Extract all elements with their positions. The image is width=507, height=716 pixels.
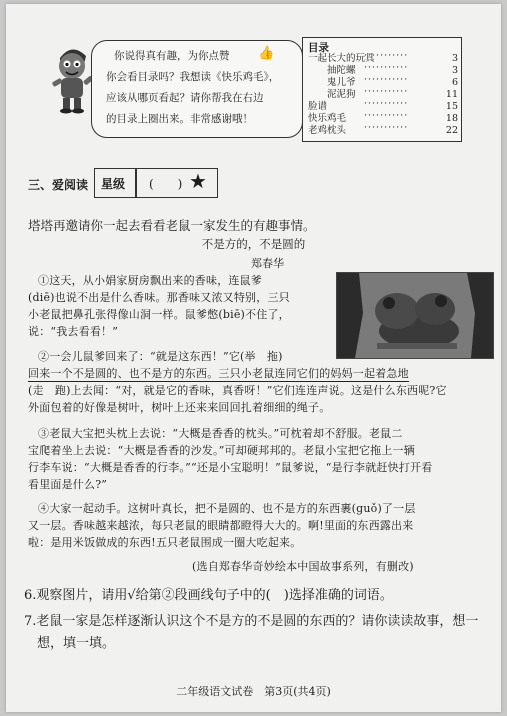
story-line: ①这天，从小娟家厨房飘出来的香味，连鼠爹: [38, 274, 262, 287]
toc-item-page: 15: [445, 101, 458, 112]
question-7-continued: 想，填一填。: [24, 636, 116, 651]
toc-item-page: 3: [451, 53, 458, 64]
exam-page: [6, 4, 501, 712]
story-line: (diē)也说不出是什么香味。那香味又浓又特别，三只: [28, 291, 290, 304]
toc-item-name: 抽陀螺: [308, 65, 356, 76]
toc-row: 脸谱 ··········· 15: [308, 98, 458, 112]
story-line: 啦：是用米饭做成的东西!五只老鼠围成一圈大吃起来。: [28, 536, 302, 549]
toc-item-page: 11: [445, 89, 458, 100]
star-rating-box: [94, 168, 218, 198]
toc-item-name: 快乐鸡毛: [308, 113, 347, 124]
toc-row: 老鸡枕头 ··········· 22: [308, 122, 458, 136]
page-footer: 二年级语文试卷 第3页(共4页): [176, 685, 331, 698]
story-line: 看里面是什么?”: [28, 478, 108, 491]
story-title: 不是方的，不是圆的: [201, 237, 306, 251]
story-line: ④大家一起动手。这树叶真长，把不是圆的、也不是方的东西裹(guǒ)了一层: [38, 502, 416, 515]
story-line: 又一层。香味越来越浓，每只老鼠的眼睛都瞪得大大的。啊!里面的东西露出来: [28, 519, 414, 532]
toc-row: 抽陀螺 ··········· 3: [308, 62, 458, 76]
toc-item-page: 6: [451, 77, 458, 88]
toc-item-name: 老鸡枕头: [308, 125, 347, 136]
bubble-line: 应该从哪页看起？请你帮我在右边: [106, 92, 264, 104]
bubble-line: 你会看目录吗？我想读《快乐鸡毛》，: [106, 71, 280, 83]
thumbs-up-icon: 👍: [258, 46, 275, 61]
toc-item-name: 脸谱: [308, 101, 328, 112]
star-rating-blank: ( ): [149, 177, 183, 191]
question-7: 7.老鼠一家是怎样逐渐认识这个不是方的不是圆的东西的？请你读读故事，想一: [24, 614, 479, 629]
toc-item-name: 泥泥狗: [308, 89, 356, 100]
toc-item-page: 22: [445, 125, 458, 136]
toc-title: 目录: [308, 42, 329, 54]
bubble-line: 你说得真有趣，为你点赞: [114, 50, 230, 62]
toc-row: 快乐鸡毛 ··········· 18: [308, 110, 458, 124]
story-line: 行李车说：“大概是香香的行李。”“还是小宝聪明！”鼠爹说，“是行李就赶快打开看: [28, 461, 433, 474]
toc-item-page: 3: [451, 65, 458, 76]
speech-bubble: [91, 40, 303, 138]
story-author: 郑春华: [251, 257, 284, 270]
question-6: 6.观察图片，请用√给第②段画线句子中的( )选择准确的词语。: [24, 588, 393, 603]
toc-row: 鬼儿爷 ··········· 6: [308, 74, 458, 88]
toc-row: 泥泥狗 ··········· 11: [308, 86, 458, 100]
star-icon: ★: [189, 169, 207, 193]
toc-row: 一起长大的玩具 ··········· 3: [308, 50, 458, 64]
story-line: 外面包着的好像是树叶，树叶上还来来回回扎着细细的绳子。: [28, 401, 331, 414]
toc-item-page: 18: [445, 113, 458, 124]
story-source: (选自郑春华奇妙绘本中国故事系列，有删改): [192, 560, 414, 573]
story-line: ③老鼠大宝把头枕上去说：“大概是香香的枕头。”可枕着却不舒服。老鼠二: [38, 427, 403, 440]
story-line: ②一会儿鼠爹回来了：“就是这东西！”它(举 拖): [38, 350, 283, 363]
underlined-sentence-line: 回来一个不是圆的、也不是方的东西。三只小老鼠连同它们的妈妈一起着急地: [28, 367, 409, 380]
story-illustration: [336, 272, 494, 359]
reading-intro: 塔塔再邀请你一起去看看老鼠一家发生的有趣事情。: [28, 218, 316, 233]
story-line: 宝爬着坐上去说：“大概是香香的沙发。”可却硬邦邦的。老鼠小宝把它拖上一辆: [28, 444, 415, 457]
story-line: 说：“我去看看！”: [28, 325, 119, 338]
toc-item-name: 鬼儿爷: [308, 77, 356, 88]
toc-item-name: 一起长大的玩具: [308, 53, 375, 64]
section-heading: 三、爱阅读: [28, 178, 89, 192]
story-line: (走 跑)上去闻：“对，就是它的香味，真香呀！”它们连连声说。这是什么东西呢?它: [28, 384, 447, 397]
bubble-line: 的目录上圈出来。非常感谢哦！: [106, 113, 253, 125]
story-line: 小老鼠把鼻孔张得像山洞一样。鼠爹憋(biē)不住了，: [28, 308, 290, 321]
star-rating-label: 星级: [101, 177, 126, 191]
table-of-contents: [302, 37, 462, 142]
